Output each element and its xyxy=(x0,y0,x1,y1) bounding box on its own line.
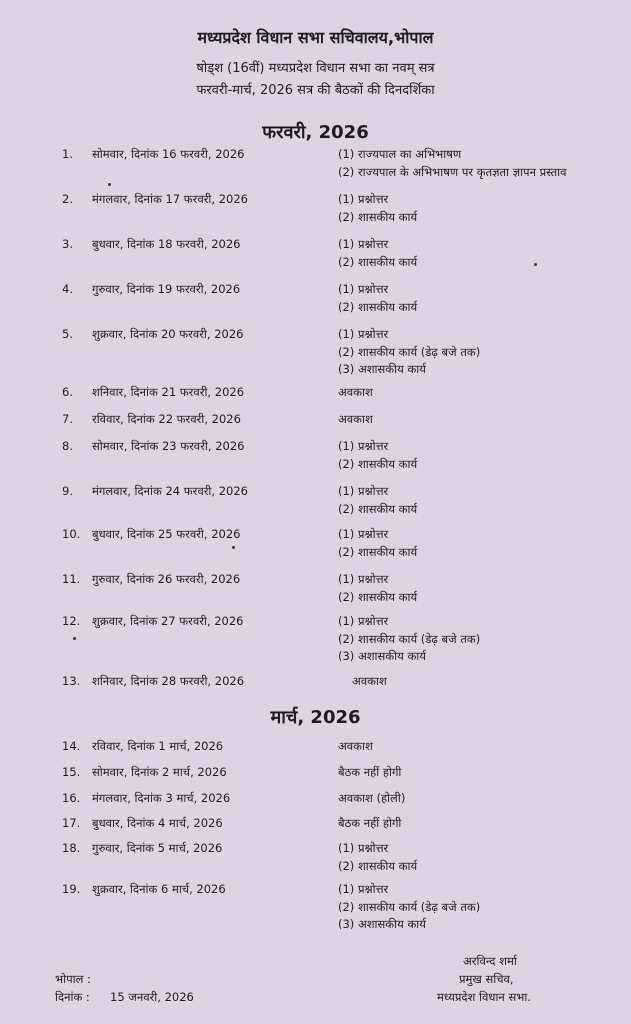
sitting-date: रविवार, दिनांक 1 मार्च, 2026 xyxy=(92,739,224,753)
agenda-list xyxy=(338,738,373,756)
sitting-date: सोमवार, दिनांक 16 फरवरी, 2026 xyxy=(92,147,245,161)
sitting-date: सोमवार, दिनांक 23 फरवरी, 2026 xyxy=(92,439,245,453)
secretariat-title: मध्यप्रदेश विधान सभा सचिवालय,भोपाल xyxy=(197,28,434,47)
serial-number: 5. xyxy=(62,327,73,341)
agenda-item: (2) शासकीय कार्य xyxy=(338,299,418,314)
agenda-list xyxy=(352,673,387,691)
serial-number: 6. xyxy=(62,385,73,399)
agenda-item: (2) शासकीय कार्य xyxy=(338,209,418,224)
agenda-item: (1) प्रश्नोत्तर xyxy=(338,282,389,296)
agenda-item: (2) शासकीय कार्य (डेढ़ बजे तक) xyxy=(338,344,481,359)
session-title: षोड्श (16वीं) मध्यप्रदेश विधान सभा का नवम् सत्र xyxy=(196,61,435,76)
agenda-item: (2) शासकीय कार्य xyxy=(338,456,418,471)
agenda-list xyxy=(338,281,417,316)
agenda-list xyxy=(338,526,417,561)
ink-speck xyxy=(108,183,111,186)
serial-number: 2. xyxy=(62,192,73,206)
agenda-item: (3) अशासकीय कार्य xyxy=(338,917,426,931)
agenda-item: (1) प्रश्नोत्तर xyxy=(338,327,389,341)
agenda-item: (1) प्रश्नोत्तर xyxy=(338,439,389,453)
agenda-list xyxy=(338,438,417,473)
agenda-list xyxy=(338,815,401,833)
march-heading: मार्च, 2026 xyxy=(270,707,361,728)
sitting-date: शनिवार, दिनांक 28 फरवरी, 2026 xyxy=(92,674,245,688)
serial-number: 15. xyxy=(62,765,81,779)
ink-speck xyxy=(232,546,235,549)
agenda-list xyxy=(338,764,401,782)
ink-speck xyxy=(534,263,537,266)
agenda-item: (1) प्रश्नोत्तर xyxy=(338,237,389,251)
agenda-item: (2) शासकीय कार्य xyxy=(338,501,418,516)
agenda-list xyxy=(338,191,417,226)
agenda-item: (2) शासकीय कार्य xyxy=(338,254,418,269)
serial-number: 1. xyxy=(62,147,73,161)
agenda-item: अवकाश xyxy=(338,412,373,426)
agenda-list xyxy=(338,236,417,271)
agenda-item: (2) शासकीय कार्य (डेढ़ बजे तक) xyxy=(338,631,481,646)
signatory-name: अरविन्द शर्मा xyxy=(463,954,517,968)
agenda-list xyxy=(338,790,405,808)
serial-number: 16. xyxy=(62,791,81,805)
serial-number: 14. xyxy=(62,739,81,753)
sitting-date: मंगलवार, दिनांक 17 फरवरी, 2026 xyxy=(92,192,248,206)
agenda-item: (2) राज्यपाल के अभिभाषण पर कृतज्ञता ज्ञापन प्रस्ताव xyxy=(338,164,567,179)
serial-number: 8. xyxy=(62,439,73,453)
serial-number: 12. xyxy=(62,614,81,628)
serial-number: 7. xyxy=(62,412,73,426)
sitting-date: शुक्रवार, दिनांक 27 फरवरी, 2026 xyxy=(92,614,244,628)
serial-number: 19. xyxy=(62,882,81,896)
sitting-date: रविवार, दिनांक 22 फरवरी, 2026 xyxy=(92,412,241,426)
agenda-item: (1) प्रश्नोत्तर xyxy=(338,841,389,855)
agenda-list xyxy=(338,326,480,379)
agenda-item: (2) शासकीय कार्य (डेढ़ बजे तक) xyxy=(338,899,481,914)
sitting-date: शुक्रवार, दिनांक 6 मार्च, 2026 xyxy=(92,882,226,896)
agenda-item: (1) प्रश्नोत्तर xyxy=(338,192,389,206)
agenda-item: (2) शासकीय कार्य xyxy=(338,589,418,604)
calendar-title: फरवरी-मार्च, 2026 सत्र की बैठकों की दिनदर्शिका xyxy=(196,83,435,98)
agenda-item: (3) अशासकीय कार्य xyxy=(338,362,426,376)
serial-number: 17. xyxy=(62,816,81,830)
sitting-date: गुरुवार, दिनांक 5 मार्च, 2026 xyxy=(92,841,223,855)
agenda-list xyxy=(338,483,417,518)
signatory-organisation: मध्यप्रदेश विधान सभा. xyxy=(437,990,531,1004)
agenda-item: बैठक नहीं होगी xyxy=(338,765,402,779)
sitting-date: गुरुवार, दिनांक 26 फरवरी, 2026 xyxy=(92,572,241,586)
agenda-item: (3) अशासकीय कार्य xyxy=(338,649,426,663)
agenda-item: (1) प्रश्नोत्तर xyxy=(338,614,389,628)
signatory-title: प्रमुख सचिव, xyxy=(459,972,514,986)
serial-number: 11. xyxy=(62,572,81,586)
agenda-item: अवकाश (होली) xyxy=(338,791,406,805)
serial-number: 13. xyxy=(62,674,81,688)
sitting-date: मंगलवार, दिनांक 24 फरवरी, 2026 xyxy=(92,484,248,498)
sitting-date: शुक्रवार, दिनांक 20 फरवरी, 2026 xyxy=(92,327,244,341)
serial-number: 4. xyxy=(62,282,73,296)
agenda-item: अवकाश xyxy=(338,739,373,753)
agenda-item: (1) प्रश्नोत्तर xyxy=(338,572,389,586)
agenda-item: अवकाश xyxy=(338,385,373,399)
sitting-date: बुधवार, दिनांक 25 फरवरी, 2026 xyxy=(92,527,241,541)
agenda-list xyxy=(338,881,480,934)
agenda-list xyxy=(338,613,480,666)
agenda-item: (1) प्रश्नोत्तर xyxy=(338,527,389,541)
agenda-list xyxy=(338,411,373,429)
agenda-list xyxy=(338,571,417,606)
sitting-date: शनिवार, दिनांक 21 फरवरी, 2026 xyxy=(92,385,245,399)
agenda-item: (1) प्रश्नोत्तर xyxy=(338,484,389,498)
agenda-item: (1) प्रश्नोत्तर xyxy=(338,882,389,896)
agenda-list xyxy=(338,146,567,181)
february-heading: फरवरी, 2026 xyxy=(262,122,369,143)
sitting-date: गुरुवार, दिनांक 19 फरवरी, 2026 xyxy=(92,282,241,296)
place-label: भोपाल : xyxy=(55,972,91,986)
serial-number: 9. xyxy=(62,484,73,498)
issue-date: 15 जनवरी, 2026 xyxy=(110,990,194,1004)
agenda-list xyxy=(338,840,417,875)
sitting-date: बुधवार, दिनांक 18 फरवरी, 2026 xyxy=(92,237,241,251)
date-label: दिनांक : xyxy=(55,990,90,1004)
agenda-item: (2) शासकीय कार्य xyxy=(338,544,418,559)
agenda-list xyxy=(338,384,373,402)
sitting-date: सोमवार, दिनांक 2 मार्च, 2026 xyxy=(92,765,227,779)
serial-number: 3. xyxy=(62,237,73,251)
agenda-item: बैठक नहीं होगी xyxy=(338,816,402,830)
sitting-date: बुधवार, दिनांक 4 मार्च, 2026 xyxy=(92,816,223,830)
sitting-date: मंगलवार, दिनांक 3 मार्च, 2026 xyxy=(92,791,231,805)
agenda-item: (2) शासकीय कार्य xyxy=(338,858,418,873)
serial-number: 18. xyxy=(62,841,81,855)
ink-speck xyxy=(73,637,76,640)
agenda-item: अवकाश xyxy=(352,674,387,688)
serial-number: 10. xyxy=(62,527,81,541)
agenda-item: (1) राज्यपाल का अभिभाषण xyxy=(338,147,462,161)
